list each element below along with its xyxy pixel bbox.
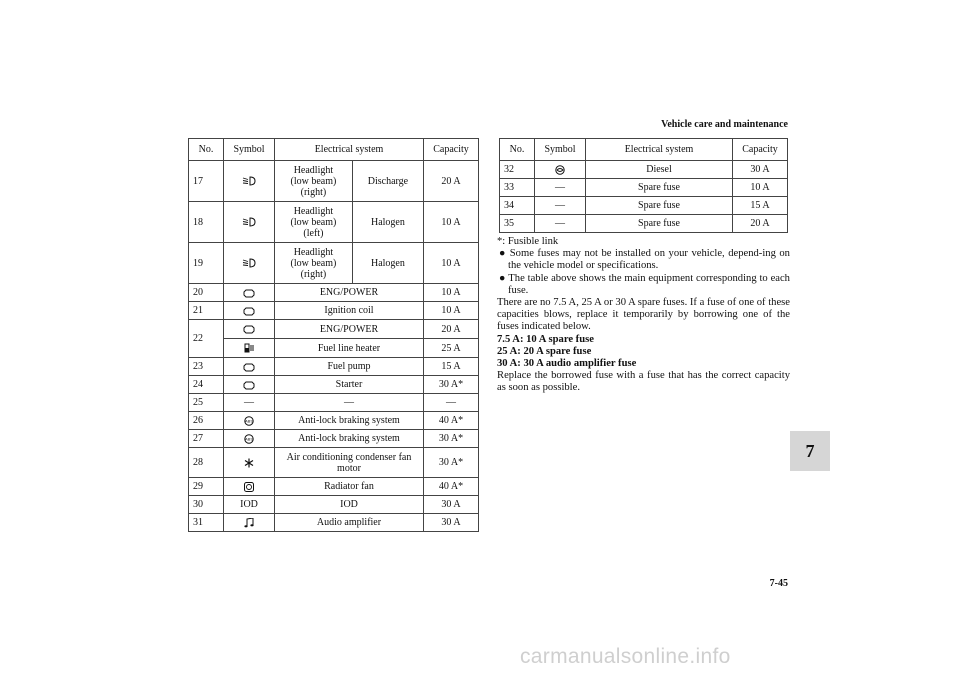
system-sub: Discharge bbox=[352, 161, 423, 202]
system-line: (low beam) bbox=[290, 175, 337, 187]
row-no: 28 bbox=[189, 448, 224, 478]
capacity-cell: 30 A* bbox=[424, 430, 479, 448]
capacity-cell: 30 A* bbox=[424, 448, 479, 478]
abs-icon bbox=[242, 416, 256, 426]
system-cell bbox=[275, 202, 353, 243]
system-cell: Ignition coil bbox=[275, 302, 424, 320]
diesel-icon bbox=[553, 165, 567, 175]
system-line: Headlight bbox=[293, 246, 334, 258]
table-row bbox=[189, 302, 479, 320]
fuse-table-right bbox=[499, 138, 788, 233]
capacity-cell: 25 A bbox=[424, 339, 479, 358]
table-row bbox=[189, 412, 479, 430]
system-sub: Halogen bbox=[352, 202, 423, 243]
table-row bbox=[189, 161, 479, 202]
table-row bbox=[189, 202, 479, 243]
row-no: 21 bbox=[189, 302, 224, 320]
row-no: 32 bbox=[500, 161, 535, 179]
row-no: 27 bbox=[189, 430, 224, 448]
spare-rule-1: 7.5 A: 10 A spare fuse bbox=[497, 333, 594, 345]
row-no: 17 bbox=[189, 161, 224, 202]
col-header-system: Electrical system bbox=[275, 139, 424, 161]
engine-icon bbox=[242, 306, 256, 316]
symbol-cell bbox=[224, 358, 275, 376]
music-note-icon bbox=[242, 518, 256, 528]
row-no: 35 bbox=[500, 215, 535, 233]
note-bullet bbox=[497, 248, 790, 272]
row-no: 25 bbox=[189, 394, 224, 412]
symbol-cell bbox=[224, 302, 275, 320]
table-row bbox=[189, 284, 479, 302]
system-cell: Fuel pump bbox=[275, 358, 424, 376]
system-line: (low beam) bbox=[290, 216, 337, 228]
table-header-row bbox=[189, 139, 479, 161]
system-cell: Radiator fan bbox=[275, 478, 424, 496]
row-no: 34 bbox=[500, 197, 535, 215]
capacity-cell: 10 A bbox=[733, 179, 788, 197]
table-row bbox=[500, 197, 788, 215]
capacity-cell: 40 A* bbox=[424, 412, 479, 430]
engine-icon bbox=[242, 324, 256, 334]
bullet-icon: ● bbox=[499, 248, 507, 260]
page-header: Vehicle care and maintenance bbox=[661, 119, 788, 130]
spare-rule-2: 25 A: 20 A spare fuse bbox=[497, 345, 592, 357]
system-cell: Starter bbox=[275, 376, 424, 394]
system-cell: Air conditioning condenser fan motor bbox=[275, 448, 424, 478]
system-cell: Spare fuse bbox=[586, 179, 733, 197]
table-row bbox=[189, 430, 479, 448]
symbol-cell bbox=[224, 376, 275, 394]
table-row bbox=[189, 496, 479, 514]
system-cell bbox=[275, 243, 353, 284]
note-bullet bbox=[497, 273, 790, 297]
table-row bbox=[189, 339, 479, 358]
table-row bbox=[189, 448, 479, 478]
system-cell: Fuel line heater bbox=[275, 339, 424, 358]
symbol-cell bbox=[224, 478, 275, 496]
system-line: (low beam) bbox=[290, 257, 337, 269]
symbol-cell bbox=[224, 284, 275, 302]
row-no: 18 bbox=[189, 202, 224, 243]
capacity-cell: 30 A bbox=[424, 496, 479, 514]
capacity-cell: 30 A bbox=[424, 514, 479, 532]
system-cell: Anti-lock braking system bbox=[275, 412, 424, 430]
row-no: 19 bbox=[189, 243, 224, 284]
symbol-cell bbox=[224, 161, 275, 202]
headlight-icon bbox=[242, 217, 256, 227]
spare-fuse-paragraph: There are no 7.5 A, 25 A or 30 A spare fuses. If a fuse of one of these capacities blows, replace it temporarily by borrowing one of the fuses indicated below. bbox=[497, 297, 790, 333]
replace-paragraph: Replace the borrowed fuse with a fuse that has the correct capacity as soon as possible. bbox=[497, 370, 790, 394]
table-row bbox=[500, 215, 788, 233]
radiator-fan-icon bbox=[242, 482, 256, 492]
capacity-cell: 15 A bbox=[424, 358, 479, 376]
fusible-link-note: *: Fusible link bbox=[497, 236, 559, 247]
system-cell: Spare fuse bbox=[586, 197, 733, 215]
watermark: carmanualsonline.info bbox=[520, 645, 731, 668]
table-row bbox=[189, 358, 479, 376]
fuel-heater-icon bbox=[242, 343, 256, 353]
col-header-symbol: Symbol bbox=[535, 139, 586, 161]
system-line: (right) bbox=[300, 268, 327, 280]
capacity-cell: 20 A bbox=[424, 161, 479, 202]
row-no: 29 bbox=[189, 478, 224, 496]
system-line: Headlight bbox=[293, 164, 334, 176]
symbol-cell bbox=[224, 448, 275, 478]
symbol-cell bbox=[224, 514, 275, 532]
system-cell bbox=[275, 161, 353, 202]
symbol-cell: IOD bbox=[224, 496, 275, 514]
spare-rule-3: 30 A: 30 A audio amplifier fuse bbox=[497, 358, 637, 370]
symbol-cell: — bbox=[535, 215, 586, 233]
system-cell: Spare fuse bbox=[586, 215, 733, 233]
bullet-text: Some fuses may not be installed on your vehicle, depend-ing on the vehicle model or specifications. bbox=[508, 248, 790, 272]
table-header-row bbox=[500, 139, 788, 161]
capacity-cell: 10 A bbox=[424, 202, 479, 243]
col-header-system: Electrical system bbox=[586, 139, 733, 161]
col-header-no: No. bbox=[189, 139, 224, 161]
table-row bbox=[189, 514, 479, 532]
system-cell: — bbox=[275, 394, 424, 412]
symbol-cell: — bbox=[535, 179, 586, 197]
headlight-icon bbox=[242, 258, 256, 268]
symbol-cell bbox=[224, 243, 275, 284]
bullet-text: The table above shows the main equipment corresponding to each fuse. bbox=[508, 272, 790, 296]
row-no: 23 bbox=[189, 358, 224, 376]
system-cell: Diesel bbox=[586, 161, 733, 179]
capacity-cell: 10 A bbox=[424, 284, 479, 302]
symbol-cell bbox=[224, 320, 275, 339]
table-row bbox=[189, 394, 479, 412]
page-number: 7-45 bbox=[769, 578, 788, 589]
fuse-table-left bbox=[188, 138, 479, 532]
capacity-cell: 10 A bbox=[424, 302, 479, 320]
system-cell: ENG/POWER bbox=[275, 284, 424, 302]
bullet-icon: ● bbox=[499, 272, 506, 284]
capacity-cell: 20 A bbox=[424, 320, 479, 339]
row-no: 24 bbox=[189, 376, 224, 394]
capacity-cell: 40 A* bbox=[424, 478, 479, 496]
table-row bbox=[189, 376, 479, 394]
symbol-cell bbox=[535, 161, 586, 179]
table-row bbox=[500, 161, 788, 179]
col-header-no: No. bbox=[500, 139, 535, 161]
system-cell: Anti-lock braking system bbox=[275, 430, 424, 448]
row-no: 22 bbox=[189, 320, 224, 358]
capacity-cell: 15 A bbox=[733, 197, 788, 215]
col-header-capacity: Capacity bbox=[733, 139, 788, 161]
notes-block bbox=[497, 236, 790, 395]
table-row bbox=[189, 320, 479, 339]
snowflake-icon bbox=[242, 458, 256, 468]
abs-icon bbox=[242, 434, 256, 444]
symbol-cell: — bbox=[224, 394, 275, 412]
symbol-cell bbox=[224, 339, 275, 358]
row-no: 26 bbox=[189, 412, 224, 430]
system-cell: IOD bbox=[275, 496, 424, 514]
capacity-cell: 20 A bbox=[733, 215, 788, 233]
row-no: 33 bbox=[500, 179, 535, 197]
engine-icon bbox=[242, 362, 256, 372]
symbol-cell bbox=[224, 412, 275, 430]
col-header-capacity: Capacity bbox=[424, 139, 479, 161]
engine-icon bbox=[242, 288, 256, 298]
table-row bbox=[189, 478, 479, 496]
system-line: Headlight bbox=[293, 205, 334, 217]
symbol-cell bbox=[224, 430, 275, 448]
capacity-cell: 30 A* bbox=[424, 376, 479, 394]
engine-icon bbox=[242, 380, 256, 390]
system-line: (left) bbox=[303, 227, 324, 239]
row-no: 20 bbox=[189, 284, 224, 302]
row-no: 31 bbox=[189, 514, 224, 532]
system-sub: Halogen bbox=[352, 243, 423, 284]
capacity-cell: 30 A bbox=[733, 161, 788, 179]
system-cell: ENG/POWER bbox=[275, 320, 424, 339]
table-row bbox=[189, 243, 479, 284]
capacity-cell: — bbox=[424, 394, 479, 412]
system-cell: Audio amplifier bbox=[275, 514, 424, 532]
headlight-icon bbox=[242, 176, 256, 186]
capacity-cell: 10 A bbox=[424, 243, 479, 284]
row-no: 30 bbox=[189, 496, 224, 514]
table-row bbox=[500, 179, 788, 197]
symbol-cell: — bbox=[535, 197, 586, 215]
chapter-tab: 7 bbox=[790, 431, 830, 471]
col-header-symbol: Symbol bbox=[224, 139, 275, 161]
symbol-cell bbox=[224, 202, 275, 243]
system-line: (right) bbox=[300, 186, 327, 198]
